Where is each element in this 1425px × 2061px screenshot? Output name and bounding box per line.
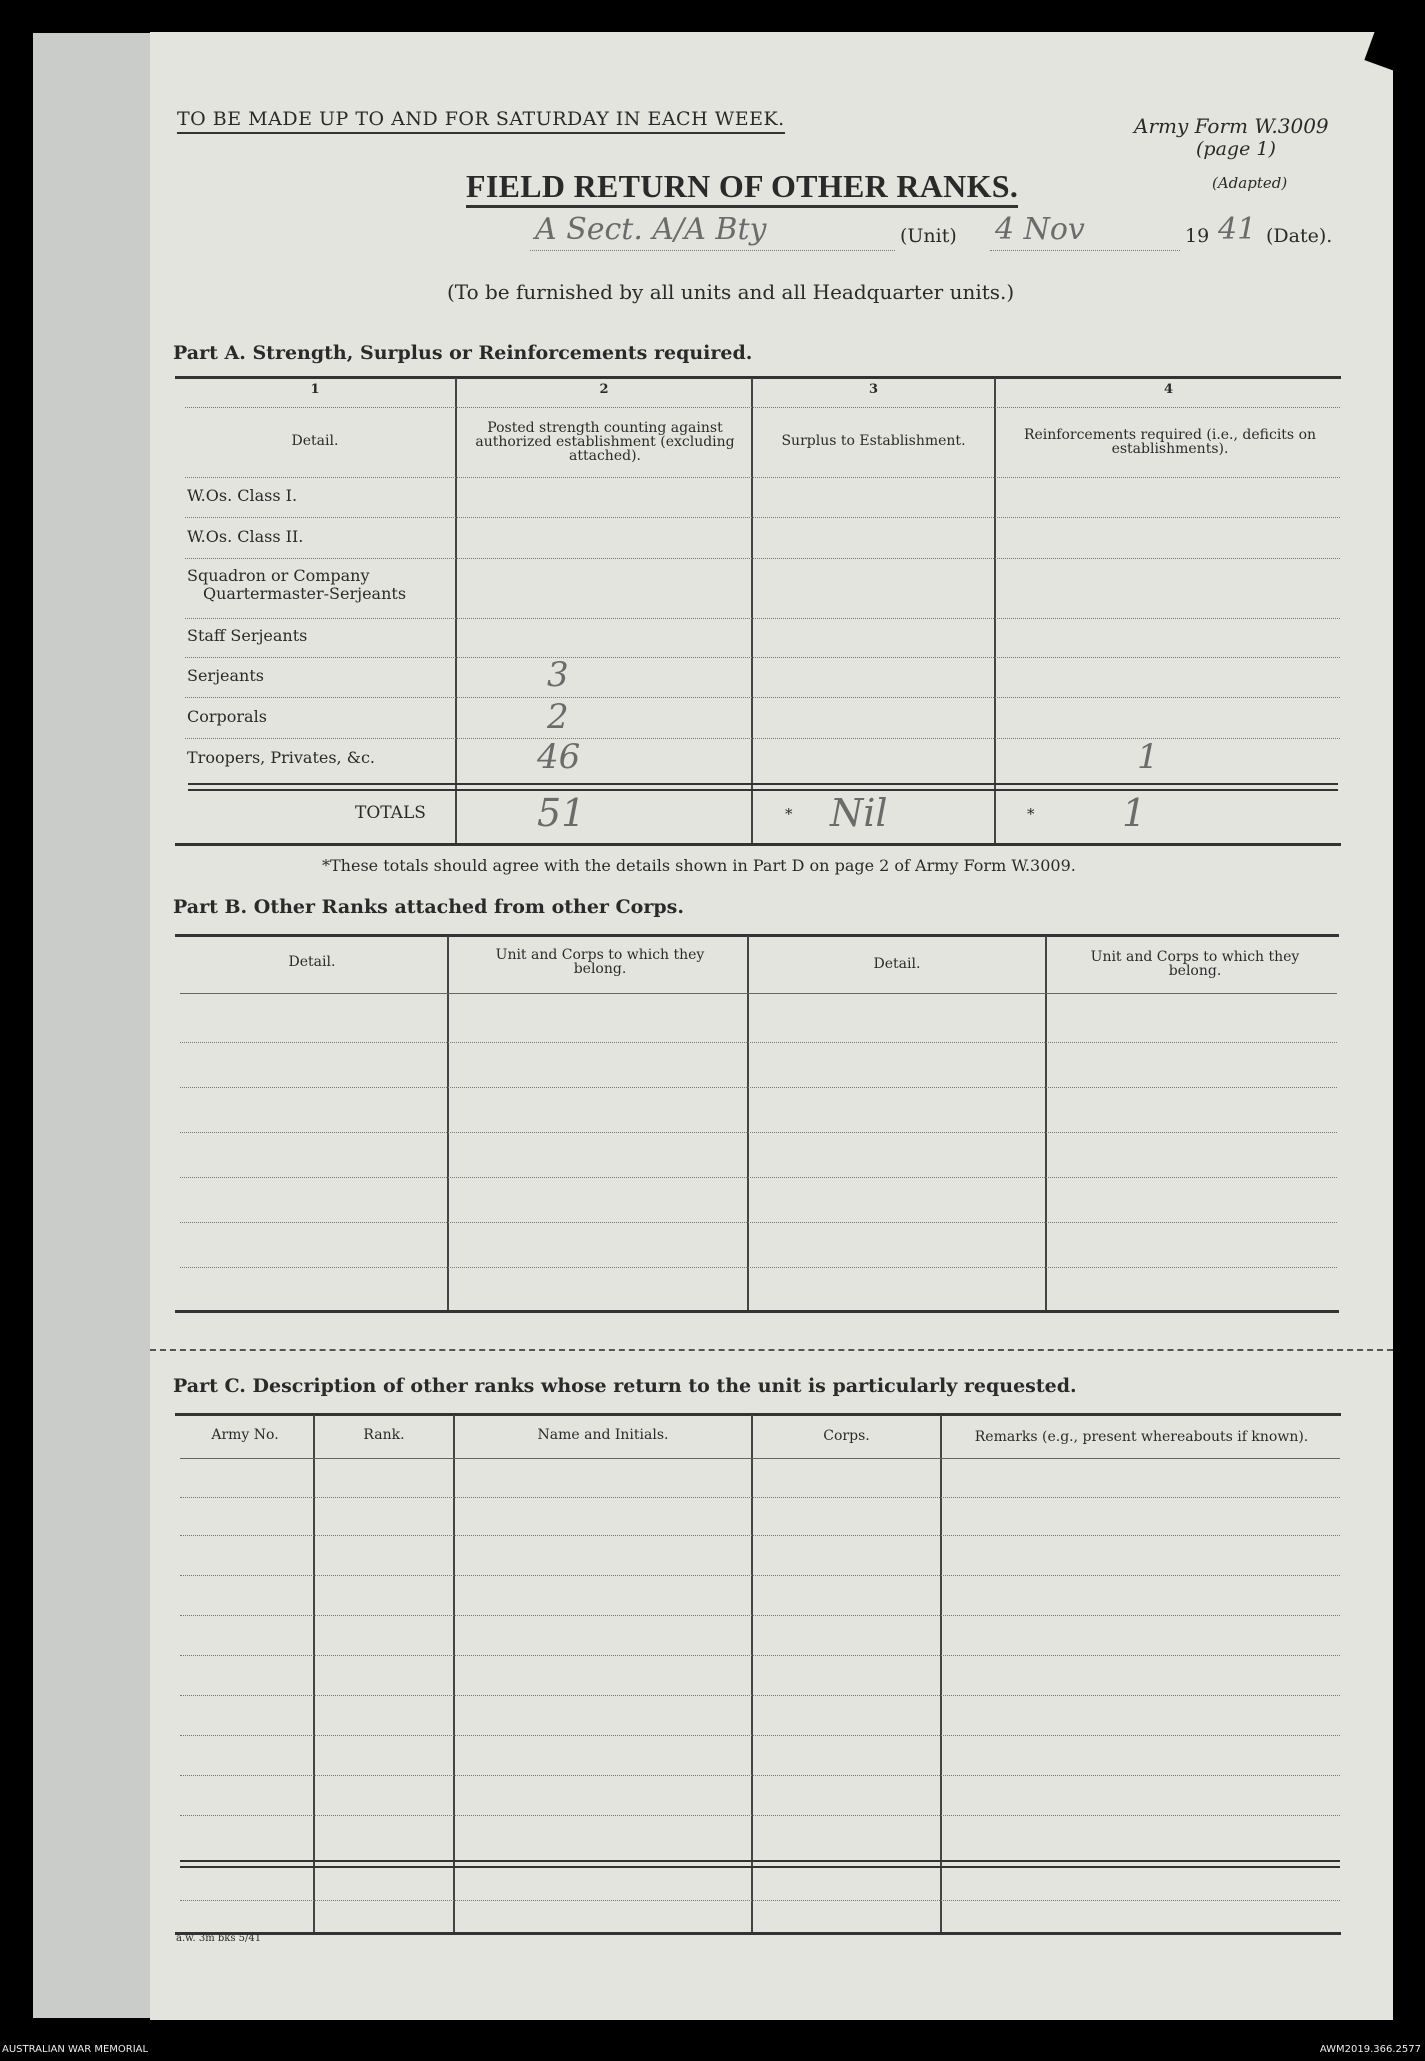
- unit-label: (Unit): [900, 225, 957, 247]
- row-label-cqms: Squadron or Company: [187, 566, 370, 585]
- part-c-header-rule: [180, 1458, 1340, 1459]
- part-c-heading: Part C. Description of other ranks whose return to the unit is particularly requested.: [173, 1375, 1077, 1397]
- army-form-number: Army Form W.3009: [1134, 114, 1329, 138]
- part-b-col-detail-2: Detail.: [873, 956, 921, 972]
- totals-surplus: Nil: [830, 791, 888, 835]
- part-b-col-detail-1: Detail.: [288, 954, 336, 970]
- part-a-divider-1: [455, 378, 457, 844]
- row-label-cqms-2: Quartermaster-Serjeants: [203, 584, 407, 603]
- row-rule: [185, 657, 1340, 658]
- part-c-divider-2: [453, 1415, 455, 1933]
- col-header-detail: Detail.: [291, 433, 339, 449]
- tear-off-line: [150, 1349, 1393, 1351]
- row-label-staff-sjt: Staff Serjeants: [187, 626, 308, 645]
- backing-sheet: [33, 33, 153, 2018]
- col-header-surplus: Surplus to Establishment.: [781, 433, 966, 449]
- date-label: (Date).: [1266, 225, 1333, 247]
- totals-note: *These totals should agree with the details shown in Part D on page 2 of Army Form W.3009.: [322, 856, 1076, 875]
- col-number-1: 1: [310, 382, 320, 397]
- part-c-col-name: Name and Initials.: [537, 1427, 669, 1443]
- form-subtitle: (To be furnished by all units and all Headquarter units.): [447, 280, 1015, 304]
- surplus-asterisk: *: [785, 805, 793, 823]
- col-header-posted: Posted strength counting against authorized establishment (excluding attached).: [475, 420, 735, 464]
- col-number-3: 3: [868, 382, 879, 397]
- archive-caption: AUSTRALIAN WAR MEMORIAL: [2, 2044, 149, 2055]
- part-b-row-rule: [180, 1267, 1337, 1268]
- part-b-col-unit-2: Unit and Corps to which they belong.: [1090, 949, 1300, 979]
- adapted-label: (Adapted): [1212, 174, 1288, 192]
- year-prefix: 19: [1185, 225, 1210, 247]
- row-rule: [185, 738, 1340, 739]
- unit-dotted-line: [530, 250, 895, 251]
- part-b-row-rule: [180, 1177, 1337, 1178]
- part-c-row-rule: [180, 1615, 1340, 1616]
- part-a-divider-3: [994, 378, 996, 844]
- part-c-row-rule: [180, 1735, 1340, 1736]
- row-rule: [185, 697, 1340, 698]
- part-c-col-rank: Rank.: [363, 1427, 405, 1443]
- row-rule: [185, 618, 1340, 619]
- totals-reinforcements: 1: [1122, 791, 1147, 835]
- archive-reference: AWM2019.366.2577: [1319, 2044, 1421, 2055]
- part-b-header-rule: [180, 993, 1337, 994]
- form-title: FIELD RETURN OF OTHER RANKS.: [466, 168, 1018, 208]
- part-b-row-rule: [180, 1087, 1337, 1088]
- row-label-serjeants: Serjeants: [187, 666, 264, 685]
- header-rule: [185, 477, 1340, 478]
- col-number-2: 2: [599, 382, 609, 397]
- part-c-top-rule: [175, 1413, 1341, 1416]
- reinf-asterisk: *: [1027, 805, 1035, 823]
- part-c-row-rule: [180, 1575, 1340, 1576]
- part-c-double-rule-2: [180, 1866, 1340, 1868]
- form-sheet: [150, 32, 1393, 2020]
- part-b-col-unit-1: Unit and Corps to which they belong.: [495, 947, 705, 977]
- row-rule: [185, 517, 1340, 518]
- part-c-col-corps: Corps.: [823, 1428, 870, 1444]
- part-c-bottom-rule: [175, 1932, 1341, 1935]
- totals-posted: 51: [537, 791, 586, 835]
- part-c-row-rule: [180, 1815, 1340, 1816]
- col-number-4: 4: [1163, 382, 1174, 397]
- part-b-row-rule: [180, 1132, 1337, 1133]
- row-rule: [185, 558, 1340, 559]
- part-b-row-rule: [180, 1222, 1337, 1223]
- row-label-wo2: W.Os. Class II.: [187, 527, 304, 546]
- row-label-privates: Troopers, Privates, &c.: [187, 748, 376, 767]
- year-handwritten: 41: [1218, 212, 1257, 247]
- row-label-wo1: W.Os. Class I.: [187, 486, 298, 505]
- totals-rule-2: [188, 789, 1338, 791]
- part-c-row-rule: [180, 1497, 1340, 1498]
- privates-posted: 46: [537, 737, 581, 777]
- part-c-row-rule: [180, 1775, 1340, 1776]
- corporals-posted: 2: [547, 697, 569, 737]
- part-a-heading: Part A. Strength, Surplus or Reinforcements required.: [173, 342, 753, 364]
- part-a-top-rule: [175, 376, 1341, 379]
- privates-reinforcements: 1: [1137, 737, 1159, 777]
- part-c-divider-3: [751, 1415, 753, 1933]
- date-dotted-line: [990, 250, 1180, 251]
- part-b-bottom-rule: [175, 1310, 1339, 1313]
- col-number-rule: [185, 407, 1340, 408]
- col-header-reinforcements: Reinforcements required (i.e., deficits on establishments).: [1023, 427, 1317, 457]
- totals-label: TOTALS: [355, 803, 426, 823]
- serjeants-posted: 3: [547, 655, 569, 695]
- part-c-row-rule: [180, 1535, 1340, 1536]
- part-b-top-rule: [175, 934, 1339, 937]
- row-label-corporals: Corporals: [187, 707, 267, 726]
- part-c-row-rule: [180, 1900, 1340, 1901]
- part-c-row-rule: [180, 1655, 1340, 1656]
- part-c-col-army-no: Army No.: [211, 1427, 279, 1443]
- page-indicator: (page 1): [1196, 138, 1276, 160]
- part-c-double-rule-1: [180, 1860, 1340, 1862]
- part-c-col-remarks: Remarks (e.g., present whereabouts if known).: [974, 1429, 1309, 1445]
- part-b-row-rule: [180, 1042, 1337, 1043]
- date-handwritten: 4 Nov: [995, 212, 1085, 247]
- totals-rule-1: [188, 783, 1338, 785]
- unit-handwritten: A Sect. A/A Bty: [535, 212, 767, 247]
- part-c-divider-1: [313, 1415, 315, 1933]
- part-c-divider-4: [940, 1415, 942, 1933]
- instruction-line: TO BE MADE UP TO AND FOR SATURDAY IN EACH WEEK.: [177, 108, 785, 134]
- part-c-row-rule: [180, 1695, 1340, 1696]
- part-a-bottom-rule: [175, 843, 1341, 846]
- part-b-heading: Part B. Other Ranks attached from other Corps.: [173, 896, 684, 918]
- print-code: a.w. 3m bks 5/41: [176, 1933, 262, 1944]
